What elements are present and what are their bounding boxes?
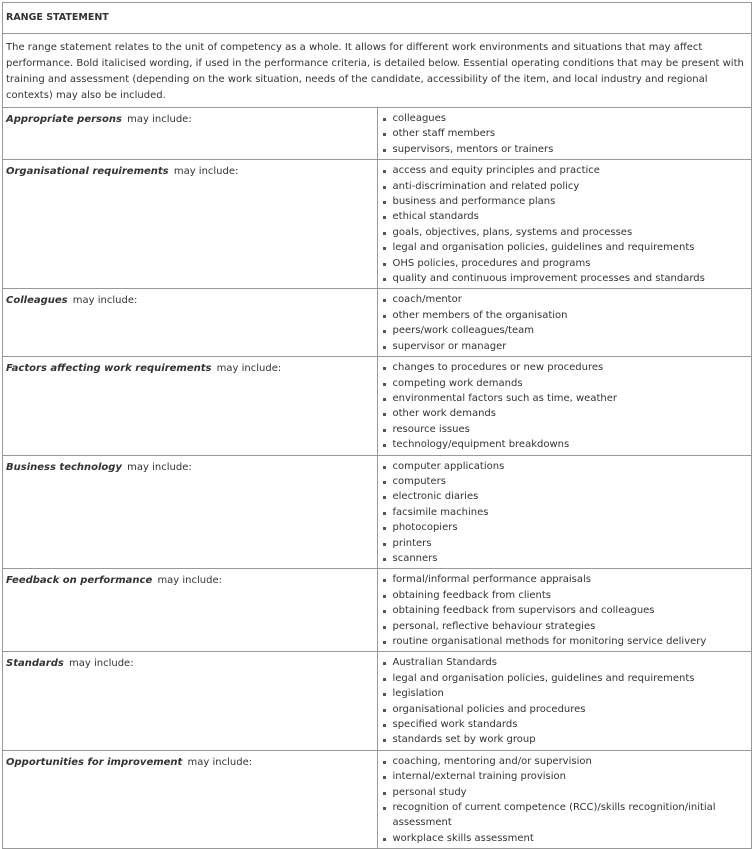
- range-row: [3, 108, 752, 160]
- range-row: [3, 569, 752, 652]
- intro-text: The range statement relates to the unit of competency as a whole. It allows for different work environments and situations that may affect performance. Bold italicised wording, if used in the performance criteria, is detailed below. Essential operating conditions that may be present with training and assessment (depending on the work situation, needs of the candidate, accessibility of the item, and local industry and regional contexts) may also be included.: [3, 34, 752, 108]
- range-row: [3, 289, 752, 357]
- list-item: personal study: [393, 785, 749, 800]
- list-item: obtaining feedback from supervisors and colleagues: [393, 603, 749, 618]
- may-include-label: may include:: [127, 461, 192, 473]
- list-item: computer applications: [393, 459, 749, 474]
- list-item: workplace skills assessment: [393, 831, 749, 846]
- range-items-cell: [377, 108, 752, 160]
- range-term: Business technology: [6, 461, 122, 473]
- list-item: other work demands: [393, 406, 749, 421]
- may-include-label: may include:: [72, 295, 138, 307]
- range-row: [3, 357, 752, 455]
- list-item: supervisor or manager: [393, 339, 749, 354]
- may-include-label: may include:: [187, 756, 253, 768]
- list-item: other members of the organisation: [393, 308, 749, 323]
- range-items-cell: [377, 569, 752, 652]
- range-item-list: [381, 655, 749, 747]
- list-item: goals, objectives, plans, systems and processes: [393, 225, 749, 240]
- range-statement: [2, 2, 752, 849]
- list-item: obtaining feedback from clients: [393, 588, 749, 603]
- range-term-cell: [3, 569, 378, 652]
- may-include-label: may include:: [69, 658, 134, 670]
- list-item: changes to procedures or new procedures: [393, 360, 749, 375]
- range-items-cell: [377, 455, 752, 569]
- list-item: facsimile machines: [393, 505, 749, 520]
- list-item: colleagues: [393, 111, 749, 126]
- range-row: [3, 652, 752, 750]
- range-term: Feedback on performance: [6, 575, 153, 587]
- range-item-list: [381, 292, 749, 354]
- header-cell: [3, 3, 752, 34]
- list-item: recognition of current competence (RCC)/skills recognition/initial assessment: [393, 800, 749, 831]
- range-term-cell: [3, 160, 378, 289]
- list-item: technology/equipment breakdowns: [393, 437, 749, 452]
- may-include-label: may include:: [216, 363, 282, 375]
- range-item-list: [381, 754, 749, 846]
- list-item: organisational policies and procedures: [393, 702, 749, 717]
- range-row: [3, 160, 752, 289]
- range-item-list: [381, 459, 749, 567]
- range-term: Appropriate persons: [6, 114, 122, 125]
- list-item: internal/external training provision: [393, 769, 749, 784]
- list-item: ethical standards: [393, 209, 749, 224]
- list-item: legal and organisation policies, guidelines and requirements: [393, 671, 749, 686]
- range-term-cell: [3, 750, 378, 848]
- list-item: legal and organisation policies, guidelines and requirements: [393, 240, 749, 255]
- list-item: peers/work colleagues/team: [393, 323, 749, 338]
- range-term-cell: [3, 357, 378, 455]
- list-item: quality and continuous improvement processes and standards: [393, 271, 749, 286]
- list-item: competing work demands: [393, 376, 749, 391]
- may-include-label: may include:: [157, 575, 223, 587]
- range-term-cell: [3, 652, 378, 750]
- list-item: supervisors, mentors or trainers: [393, 142, 749, 157]
- list-item: coaching, mentoring and/or supervision: [393, 754, 749, 769]
- range-term-cell: [3, 108, 378, 160]
- list-item: other staff members: [393, 126, 749, 141]
- range-items-cell: [377, 652, 752, 750]
- list-item: electronic diaries: [393, 489, 749, 504]
- list-item: printers: [393, 536, 749, 551]
- list-item: formal/informal performance appraisals: [393, 572, 749, 587]
- section-title: RANGE STATEMENT: [6, 12, 109, 23]
- range-term: Factors affecting work requirements: [6, 363, 212, 375]
- range-item-list: [381, 572, 749, 649]
- range-items-cell: [377, 750, 752, 848]
- range-item-list: [381, 360, 749, 452]
- list-item: scanners: [393, 551, 749, 566]
- list-item: OHS policies, procedures and programs: [393, 256, 749, 271]
- range-term: Colleagues: [6, 295, 68, 307]
- range-term-cell: [3, 289, 378, 357]
- list-item: standards set by work group: [393, 732, 749, 747]
- intro-row: [3, 34, 752, 108]
- range-row: [3, 750, 752, 848]
- list-item: personal, reflective behaviour strategies: [393, 619, 749, 634]
- range-item-list: [381, 163, 749, 286]
- list-item: anti-discrimination and related policy: [393, 179, 749, 194]
- range-statement-table: [2, 2, 752, 849]
- range-term: Organisational requirements: [6, 166, 169, 178]
- may-include-label: may include:: [173, 166, 239, 178]
- range-items-cell: [377, 357, 752, 455]
- range-term: Opportunities for improvement: [6, 756, 183, 768]
- list-item: photocopiers: [393, 520, 749, 535]
- list-item: resource issues: [393, 422, 749, 437]
- may-include-label: may include:: [127, 114, 192, 125]
- range-term: Standards: [6, 658, 64, 670]
- list-item: access and equity principles and practice: [393, 163, 749, 178]
- list-item: routine organisational methods for monitoring service delivery: [393, 634, 749, 649]
- list-item: computers: [393, 474, 749, 489]
- list-item: business and performance plans: [393, 194, 749, 209]
- range-items-cell: [377, 160, 752, 289]
- list-item: specified work standards: [393, 717, 749, 732]
- range-term-cell: [3, 455, 378, 569]
- list-item: legislation: [393, 686, 749, 701]
- range-row: [3, 455, 752, 569]
- list-item: coach/mentor: [393, 292, 749, 307]
- list-item: environmental factors such as time, weather: [393, 391, 749, 406]
- header-row: [3, 3, 752, 34]
- range-items-cell: [377, 289, 752, 357]
- list-item: Australian Standards: [393, 655, 749, 670]
- range-item-list: [381, 111, 749, 157]
